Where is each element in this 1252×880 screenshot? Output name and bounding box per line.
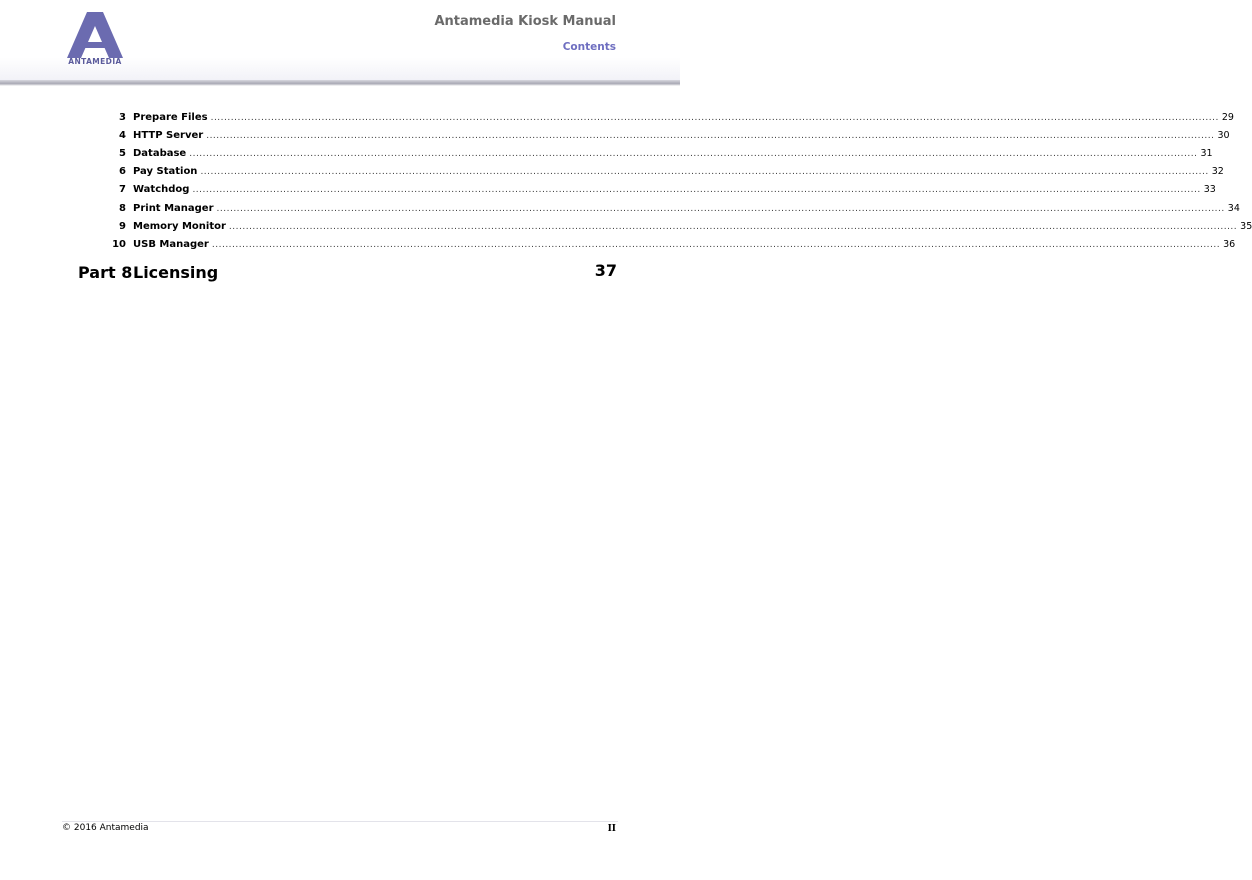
toc-entry-label: Print Manager <box>133 203 214 214</box>
logo-text: ANTAMEDIA <box>68 57 122 66</box>
toc-entry-number: 9 <box>119 221 126 232</box>
section-title: Contents <box>562 41 616 53</box>
toc-entry[interactable] <box>104 239 1236 255</box>
toc-entry-number: 10 <box>112 239 126 250</box>
toc-entry[interactable] <box>104 184 1216 200</box>
toc-entry[interactable] <box>104 112 1234 128</box>
toc-leader-dots: ............................................................................................................................................................................................................................................................................................................ <box>192 185 1201 195</box>
manual-title: Antamedia Kiosk Manual <box>434 14 616 29</box>
toc-entry-label: Memory Monitor <box>133 221 226 232</box>
toc-entry-number: 8 <box>119 203 126 214</box>
toc-leader-dots: ............................................................................................................................................................................................................................................................................................................ <box>211 240 1221 250</box>
part-number: Part 8 <box>78 263 133 282</box>
toc-leader-dots: ............................................................................................................................................................................................................................................................................................................ <box>206 131 1215 141</box>
toc-leader-dots: ............................................................................................................................................................................................................................................................................................................ <box>200 167 1209 177</box>
part-title: Licensing <box>133 263 219 282</box>
toc-entry-page: 31 <box>1200 148 1213 159</box>
toc-entry-page: 34 <box>1227 203 1240 214</box>
toc-entry-number: 7 <box>119 184 126 195</box>
toc-entry-page: 36 <box>1223 239 1236 250</box>
toc-entry-label: Prepare Files <box>133 112 208 123</box>
toc-entry-number: 6 <box>119 166 126 177</box>
footer-copyright: © 2016 Antamedia <box>62 823 149 833</box>
toc-entry-page: 30 <box>1217 130 1230 141</box>
toc-entry[interactable] <box>104 130 1230 146</box>
toc-entry-label: USB Manager <box>133 239 209 250</box>
toc-entry-number: 3 <box>119 112 126 123</box>
toc-entry-page: 32 <box>1211 166 1224 177</box>
toc-entry-page: 33 <box>1203 184 1216 195</box>
toc-entry-number: 4 <box>119 130 126 141</box>
footer-divider <box>62 821 618 822</box>
part-page: 37 <box>594 261 617 280</box>
toc-entry-label: Pay Station <box>133 166 198 177</box>
toc-entry-page: 35 <box>1240 221 1252 232</box>
toc-entry[interactable] <box>104 148 1213 164</box>
toc-leader-dots: ............................................................................................................................................................................................................................................................................................................ <box>189 149 1198 159</box>
toc-entry-page: 29 <box>1221 112 1234 123</box>
toc-leader-dots: ............................................................................................................................................................................................................................................................................................................ <box>210 113 1219 123</box>
toc-leader-dots: ............................................................................................................................................................................................................................................................................................................ <box>228 222 1238 232</box>
toc-entry-label: HTTP Server <box>133 130 204 141</box>
toc-entry[interactable] <box>104 221 1252 237</box>
toc-entry-label: Database <box>133 148 187 159</box>
toc-entry[interactable] <box>104 203 1240 219</box>
toc-entry-label: Watchdog <box>133 184 190 195</box>
toc-leader-dots: ............................................................................................................................................................................................................................................................................................................ <box>216 204 1225 214</box>
page-header <box>0 0 680 82</box>
toc-entry[interactable] <box>104 166 1224 182</box>
footer-page-number: II <box>607 824 616 834</box>
toc-entry-number: 5 <box>119 148 126 159</box>
header-divider <box>0 80 680 86</box>
